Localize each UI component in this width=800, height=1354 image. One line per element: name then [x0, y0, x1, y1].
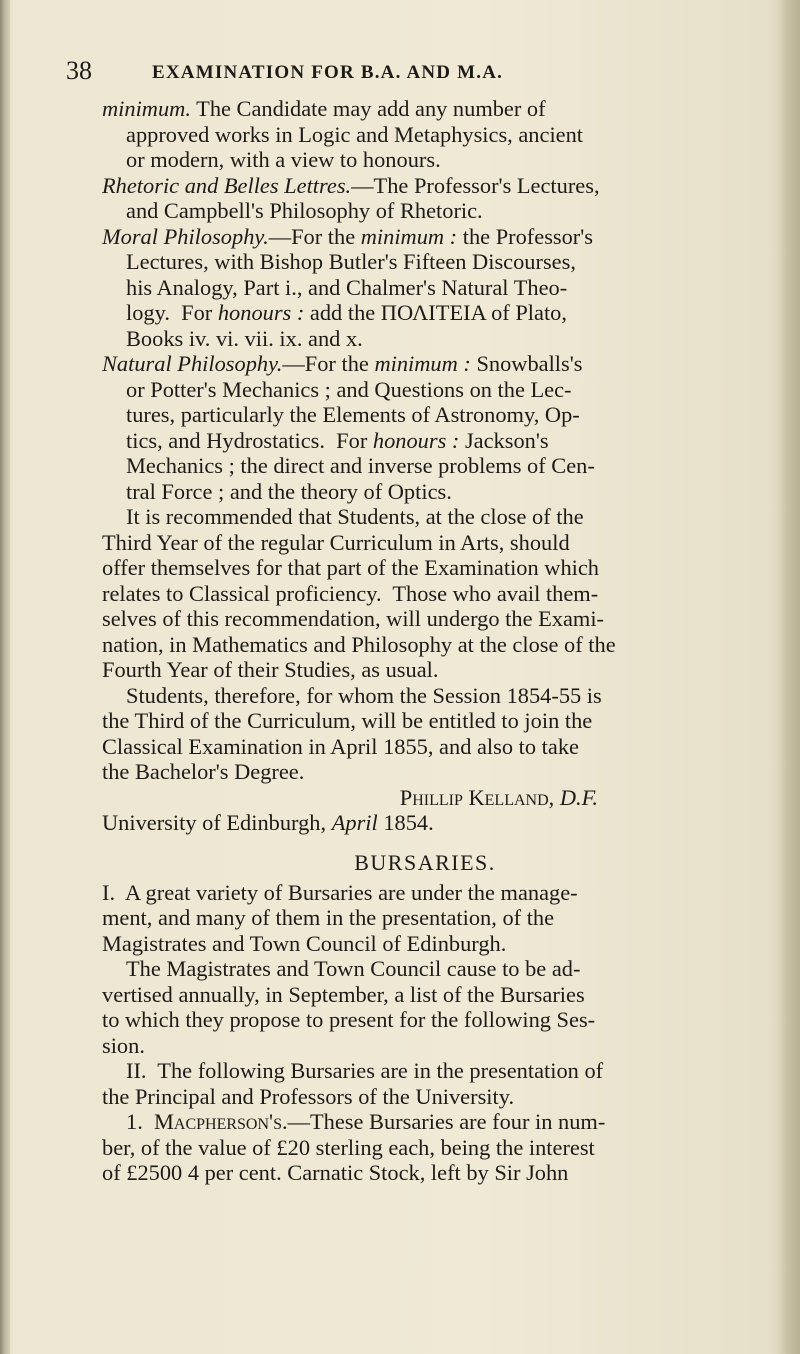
text-line — [102, 1109, 748, 1135]
text-line — [102, 300, 748, 326]
text-run: logy. For — [126, 300, 218, 325]
text-line: Third Year of the regular Curriculum in Arts, should — [102, 529, 570, 555]
page-number: 38 — [66, 56, 92, 85]
text-run: tics, and Hydrostatics. For — [126, 427, 373, 453]
text-line: tral Force ; and the theory of Optics. — [126, 478, 452, 504]
text-line: tures, particularly the Elements of Astronomy, Op- — [126, 402, 580, 427]
text-line: his Analogy, Part i., and Chalmer's Natural Theo- — [126, 274, 568, 300]
text-run: —The Professor's Lectures, — [351, 172, 600, 198]
text-line — [102, 428, 748, 454]
text-run: 1. — [126, 1109, 154, 1134]
text-run: —These Bursaries are four in num- — [287, 1109, 606, 1134]
text-line: or modern, with a view to honours. — [126, 147, 441, 172]
text-line — [102, 96, 748, 122]
page-right-edge — [778, 0, 800, 1354]
text-line: It is recommended that Students, at the close of the — [126, 504, 584, 529]
text-line: Mechanics ; the direct and inverse problems of Cen- — [126, 453, 595, 478]
text-line: sion. — [102, 1032, 145, 1058]
text-line: Books iv. vi. vii. ix. and x. — [126, 325, 363, 351]
italic-term: April — [331, 810, 378, 835]
text-line: selves of this recommendation, will undergo the Exami- — [102, 606, 605, 631]
text-line: I. A great variety of Bursaries are under the manage- — [102, 879, 578, 905]
text-run: 1854. — [377, 810, 434, 835]
subject-heading: Rhetoric and Belles Lettres. — [102, 172, 352, 198]
text-line: The Magistrates and Town Council cause to be ad- — [126, 956, 581, 981]
subject-heading: Moral Philosophy. — [102, 223, 269, 249]
text-line: II. The following Bursaries are in the presentation of — [126, 1058, 604, 1083]
text-run: —For the — [282, 351, 375, 376]
text-line — [102, 351, 748, 377]
bursary-name: Macpherson's. — [154, 1109, 288, 1134]
signatory-title: D.F. — [559, 784, 598, 810]
text-run: the Professor's — [457, 223, 594, 249]
running-head: EXAMINATION FOR B.A. AND M.A. — [152, 62, 504, 83]
text-run: add the ΠΟΛΙΤΕΙΑ of Plato, — [304, 300, 567, 325]
text-line: the Bachelor's Degree. — [102, 759, 305, 784]
page-header — [66, 56, 686, 86]
text-run: University of Edinburgh, — [102, 810, 332, 835]
text-run: Jackson's — [459, 427, 549, 453]
text-line: Fourth Year of their Studies, as usual. — [102, 657, 439, 682]
page-left-edge — [0, 0, 10, 1354]
text-line: vertised annually, in September, a list of the Bursaries — [102, 981, 585, 1007]
italic-term: minimum : — [374, 351, 471, 376]
text-line: to which they propose to present for the following Ses- — [102, 1007, 596, 1032]
text-run: Snowballs's — [470, 351, 583, 376]
text-line: Lectures, with Bishop Butler's Fifteen Discourses, — [126, 249, 576, 274]
text-line: relates to Classical proficiency. Those who avail them- — [102, 580, 599, 606]
text-line: and Campbell's Philosophy of Rhetoric. — [126, 198, 483, 223]
italic-term: minimum : — [360, 223, 458, 249]
body-text — [102, 96, 748, 1186]
text-line: ber, of the value of £20 sterling each, being the interest — [102, 1134, 595, 1160]
dateline — [102, 810, 748, 836]
text-line: ment, and many of them in the presentation, of the — [102, 905, 555, 930]
text-line: offer themselves for that part of the Examination which — [102, 555, 599, 580]
text-line: of £2500 4 per cent. Carnatic Stock, left by Sir John — [102, 1160, 569, 1185]
italic-term: honours : — [217, 300, 305, 325]
text-run: —For the — [268, 223, 361, 249]
text-run: The Candidate may add any number of — [190, 96, 546, 121]
subject-heading: Natural Philosophy. — [102, 351, 283, 376]
signatory-name: Phillip Kelland, — [399, 784, 560, 810]
text-line: nation, in Mathematics and Philosophy at the close of the — [102, 631, 616, 657]
italic-term: minimum. — [102, 96, 191, 121]
text-line: the Third of the Curriculum, will be entitled to join the — [102, 708, 593, 733]
text-line: Classical Examination in April 1855, and also to take — [102, 733, 579, 759]
text-line: the Principal and Professors of the University. — [102, 1083, 515, 1109]
text-line: or Potter's Mechanics ; and Questions on the Lec- — [126, 376, 572, 402]
text-line — [102, 224, 748, 250]
italic-term: honours : — [372, 427, 460, 453]
section-title: BURSARIES. — [354, 849, 496, 875]
text-line: Students, therefore, for whom the Session 1854-55 is — [126, 682, 602, 708]
text-line: Magistrates and Town Council of Edinburgh. — [102, 930, 507, 956]
text-line — [102, 173, 748, 199]
text-line: approved works in Logic and Metaphysics, ancient — [126, 121, 584, 147]
signature-line — [102, 785, 748, 811]
